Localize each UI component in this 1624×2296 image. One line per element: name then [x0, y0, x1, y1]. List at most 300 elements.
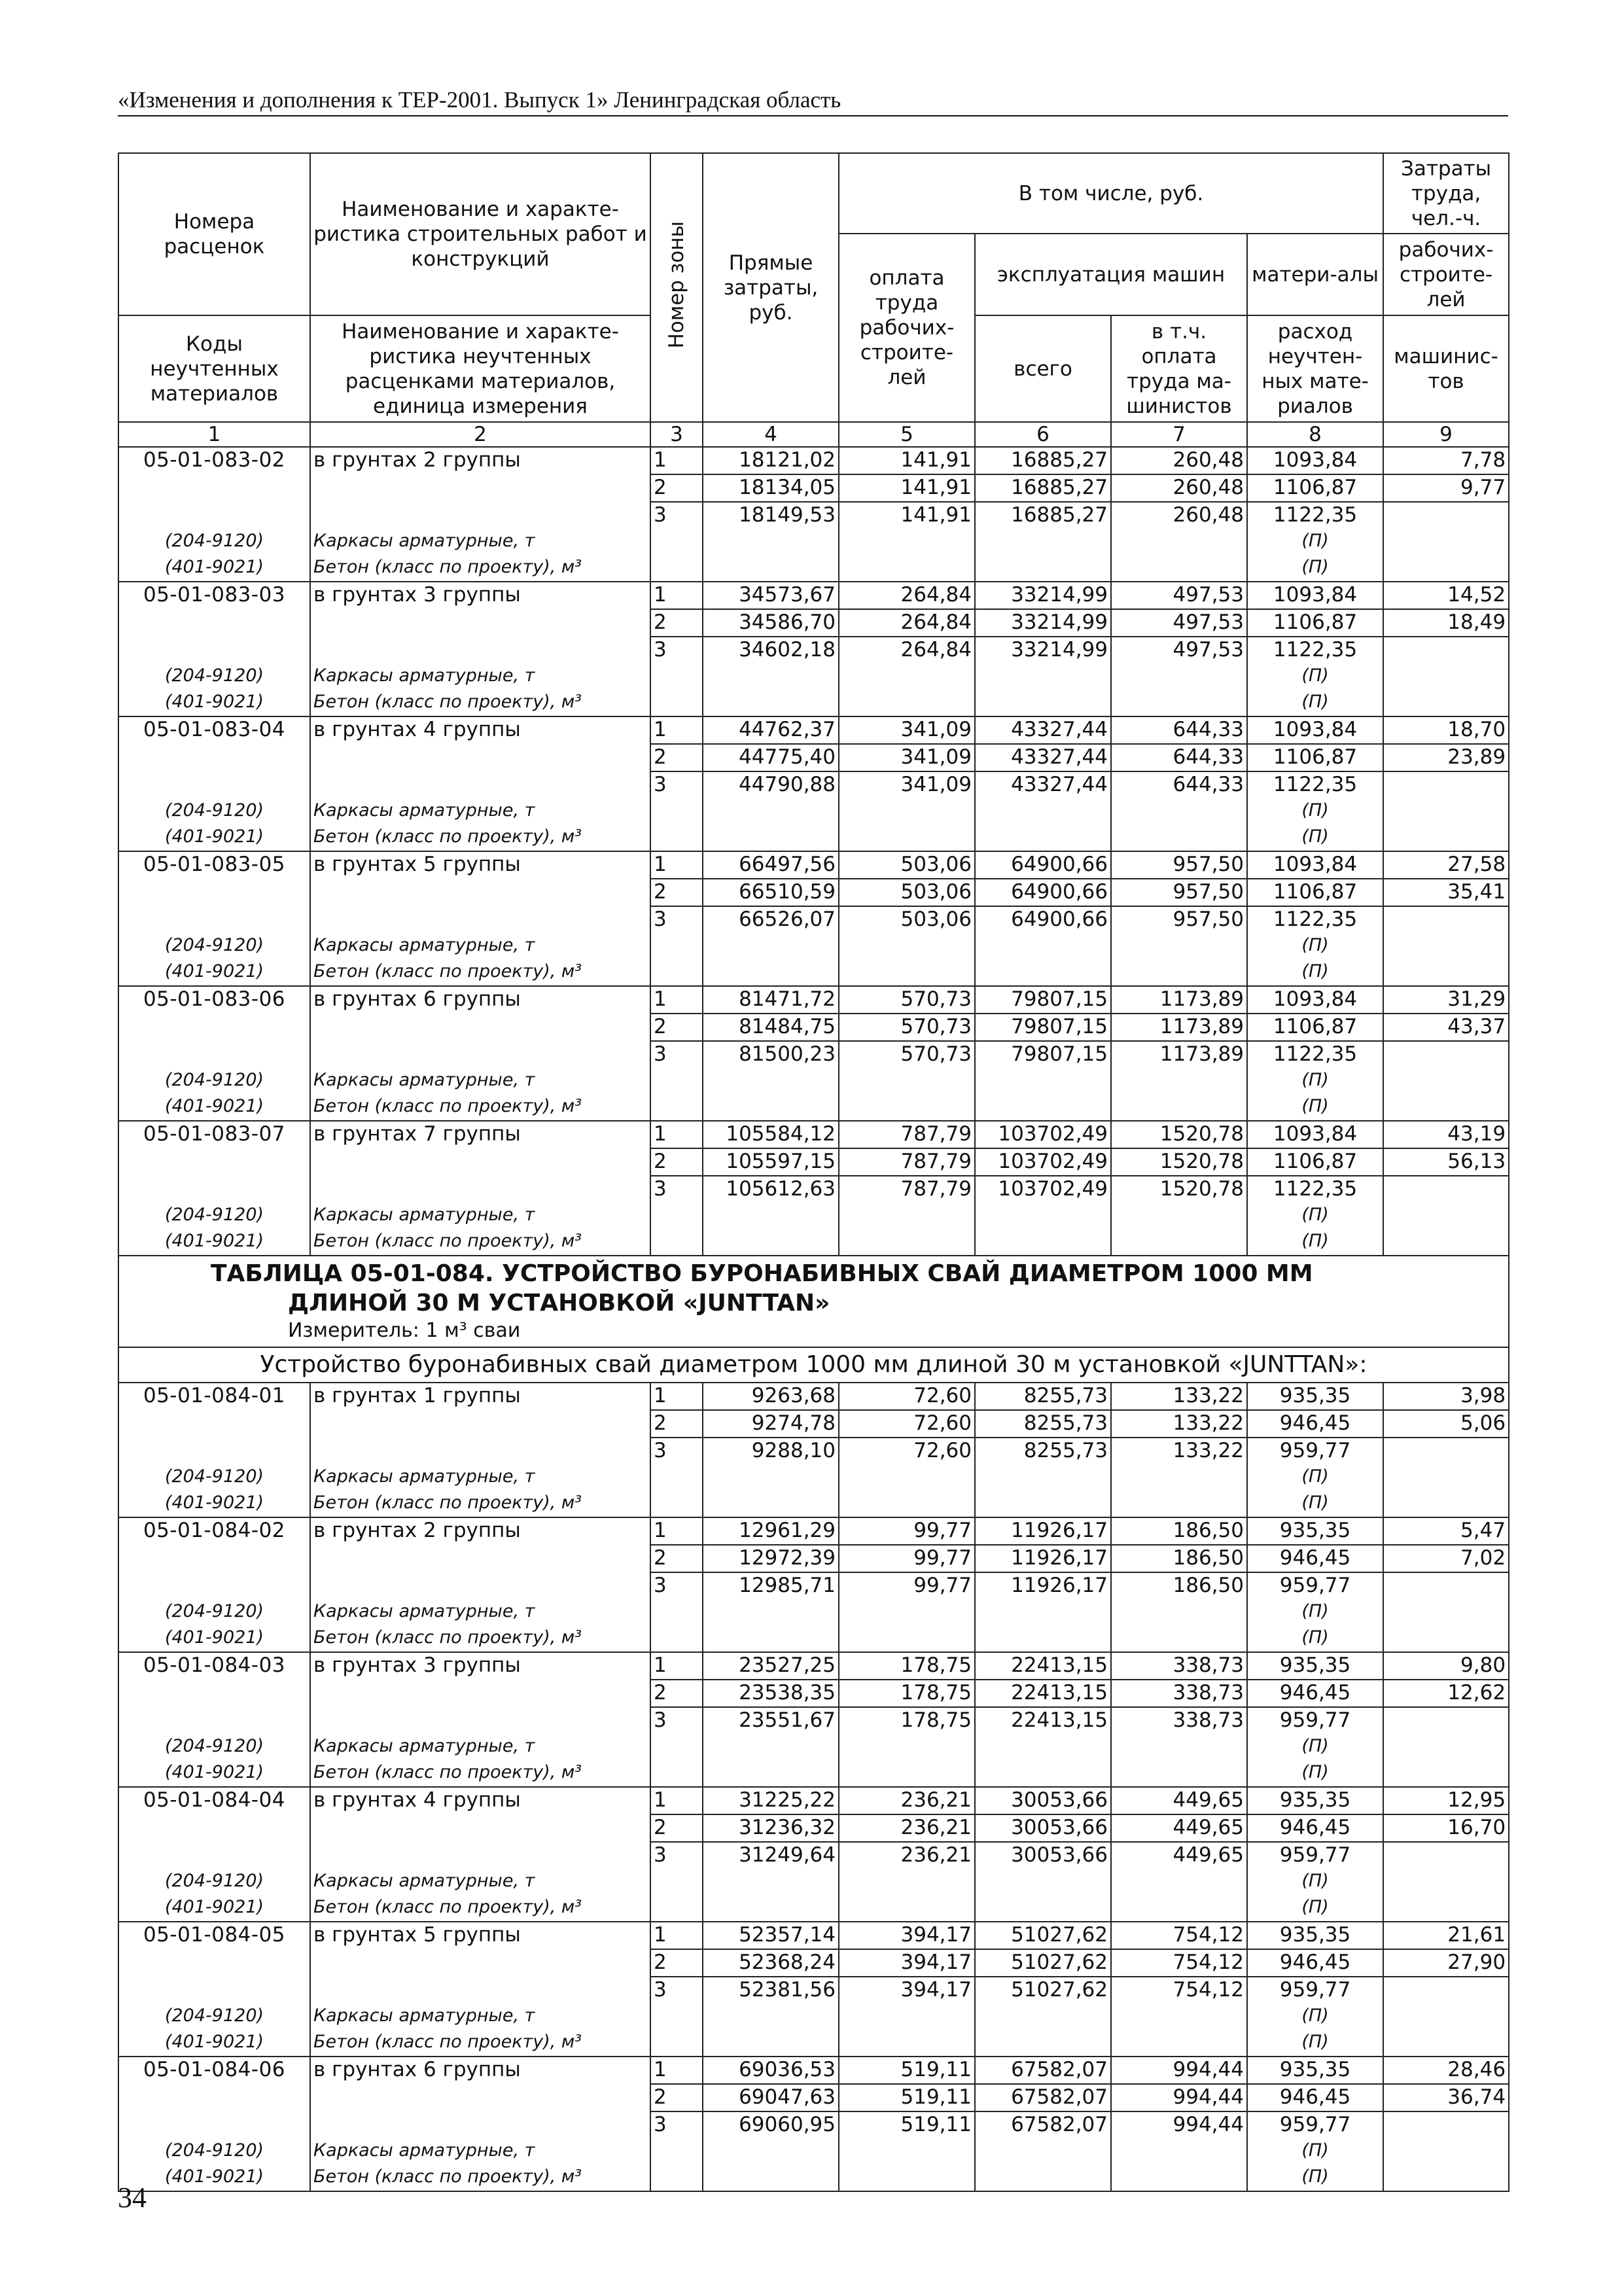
material-row	[118, 529, 1509, 555]
material-row	[118, 2004, 1509, 2030]
zone-number: 2	[650, 2084, 703, 2111]
zone-number: 2	[650, 1410, 703, 1438]
empty-cell	[839, 959, 975, 986]
material-use: (П)	[1247, 529, 1383, 555]
empty-cell	[703, 959, 839, 986]
worker-wages: 787,79	[839, 1176, 975, 1203]
zone-number: 1	[650, 1121, 703, 1148]
empty-cell	[839, 824, 975, 851]
empty-cell	[703, 1203, 839, 1229]
materials-cost: 1093,84	[1247, 986, 1383, 1014]
empty-cell	[1383, 2030, 1509, 2057]
column-number-row	[118, 422, 1509, 447]
empty-cell	[118, 906, 310, 933]
materials-cost: 1122,35	[1247, 1176, 1383, 1203]
empty-cell	[1383, 1203, 1509, 1229]
machines-total: 22413,15	[975, 1652, 1111, 1680]
materials-cost: 1093,84	[1247, 447, 1383, 474]
empty-cell	[310, 1572, 650, 1599]
machinist-wages: 994,44	[1111, 2084, 1247, 2111]
direct-costs: 18134,05	[703, 474, 839, 502]
machines-total: 43327,44	[975, 744, 1111, 771]
machinist-wages: 754,12	[1111, 1949, 1247, 1977]
machinist-wages: 449,65	[1111, 1842, 1247, 1869]
worker-wages: 72,60	[839, 1438, 975, 1464]
material-code: (401-9021)	[118, 2030, 310, 2057]
materials-cost: 1106,87	[1247, 609, 1383, 637]
machines-total: 30053,66	[975, 1842, 1111, 1869]
header-machines: эксплуатация машин	[975, 234, 1247, 315]
empty-cell	[310, 1842, 650, 1869]
direct-costs: 44775,40	[703, 744, 839, 771]
empty-cell	[975, 690, 1111, 716]
header-machinists: машинис-тов	[1383, 315, 1509, 422]
empty-cell	[118, 1176, 310, 1203]
worker-wages: 178,75	[839, 1680, 975, 1707]
rate-code: 05-01-083-02	[118, 447, 310, 474]
material-use: (П)	[1247, 1464, 1383, 1491]
materials-cost: 1106,87	[1247, 474, 1383, 502]
material-use: (П)	[1247, 2164, 1383, 2191]
direct-costs: 18149,53	[703, 502, 839, 529]
empty-cell	[1111, 555, 1247, 582]
machinist-wages: 260,48	[1111, 474, 1247, 502]
empty-cell	[1383, 933, 1509, 959]
worker-wages: 72,60	[839, 1410, 975, 1438]
empty-cell	[839, 555, 975, 582]
empty-cell	[839, 1068, 975, 1094]
zone-number: 1	[650, 986, 703, 1014]
material-name: Каркасы арматурные, т	[310, 1068, 650, 1094]
material-row	[118, 1094, 1509, 1121]
header-unaccounted-name: Наименование и характе-ристика неучтенных расценками материалов, единица измерения	[310, 315, 650, 422]
table-row	[118, 582, 1509, 609]
worker-wages: 503,06	[839, 851, 975, 879]
empty-cell	[703, 2030, 839, 2057]
zone-number: 3	[650, 1176, 703, 1203]
rate-code: 05-01-083-05	[118, 851, 310, 879]
work-name: в грунтах 5 группы	[310, 1922, 650, 1949]
worker-wages: 519,11	[839, 2111, 975, 2138]
worker-wages: 178,75	[839, 1652, 975, 1680]
subsection-heading: Устройство буронабивных свай диаметром 1000 мм длиной 30 м установкой «JUNTTAN»:	[118, 1347, 1509, 1383]
table-row	[118, 744, 1509, 771]
material-name: Бетон (класс по проекту), м³	[310, 555, 650, 582]
direct-costs: 23551,67	[703, 1707, 839, 1734]
empty-cell	[650, 1094, 703, 1121]
section-title-continued: ДЛИНОЙ 30 М УСТАНОВКОЙ «JUNTTAN»	[288, 1290, 830, 1316]
empty-cell	[703, 1895, 839, 1922]
worker-wages: 99,77	[839, 1572, 975, 1599]
labor-cost: 7,02	[1383, 1545, 1509, 1572]
machinist-wages: 186,50	[1111, 1572, 1247, 1599]
empty-cell	[650, 2138, 703, 2164]
empty-cell	[1111, 933, 1247, 959]
zone-number: 2	[650, 1680, 703, 1707]
direct-costs: 69060,95	[703, 2111, 839, 2138]
labor-cost: 16,70	[1383, 1814, 1509, 1842]
material-name: Бетон (класс по проекту), м³	[310, 690, 650, 716]
material-name: Бетон (класс по проекту), м³	[310, 1094, 650, 1121]
machines-total: 43327,44	[975, 716, 1111, 744]
material-code: (401-9021)	[118, 2164, 310, 2191]
materials-cost: 946,45	[1247, 1949, 1383, 1977]
empty-cell	[975, 529, 1111, 555]
machinist-wages: 1520,78	[1111, 1121, 1247, 1148]
zone-number: 3	[650, 1707, 703, 1734]
labor-cost: 36,74	[1383, 2084, 1509, 2111]
material-name: Каркасы арматурные, т	[310, 1203, 650, 1229]
materials-cost: 1122,35	[1247, 502, 1383, 529]
empty-cell	[1383, 1760, 1509, 1787]
labor-cost: 18,70	[1383, 716, 1509, 744]
empty-cell	[310, 1148, 650, 1176]
worker-wages: 503,06	[839, 879, 975, 906]
machinist-wages: 449,65	[1111, 1814, 1247, 1842]
materials-cost: 959,77	[1247, 2111, 1383, 2138]
empty-cell	[1383, 824, 1509, 851]
material-row	[118, 933, 1509, 959]
material-use: (П)	[1247, 1734, 1383, 1760]
table-row	[118, 1410, 1509, 1438]
empty-cell	[310, 2111, 650, 2138]
direct-costs: 31225,22	[703, 1787, 839, 1814]
work-name: в грунтах 6 группы	[310, 2057, 650, 2084]
empty-cell	[650, 1760, 703, 1787]
worker-wages: 264,84	[839, 609, 975, 637]
zone-number: 2	[650, 609, 703, 637]
labor-cost: 28,46	[1383, 2057, 1509, 2084]
direct-costs: 12972,39	[703, 1545, 839, 1572]
table-row	[118, 1014, 1509, 1041]
empty-cell	[118, 1977, 310, 2004]
table-row	[118, 1438, 1509, 1464]
worker-wages: 787,79	[839, 1121, 975, 1148]
materials-cost: 935,35	[1247, 1383, 1383, 1410]
table-row	[118, 1922, 1509, 1949]
empty-cell	[310, 879, 650, 906]
zone-number: 1	[650, 1383, 703, 1410]
direct-costs: 9288,10	[703, 1438, 839, 1464]
labor-cost: 3,98	[1383, 1383, 1509, 1410]
table-row	[118, 1707, 1509, 1734]
header-rate-numbers: Номера расценок	[118, 153, 310, 315]
header-machines-total: всего	[975, 315, 1111, 422]
empty-cell	[1111, 1760, 1247, 1787]
machinist-wages: 338,73	[1111, 1707, 1247, 1734]
rate-code: 05-01-083-06	[118, 986, 310, 1014]
empty-cell	[703, 2004, 839, 2030]
empty-cell	[975, 1229, 1111, 1256]
empty-cell	[703, 2138, 839, 2164]
empty-cell	[703, 933, 839, 959]
material-code: (204-9120)	[118, 933, 310, 959]
empty-cell	[310, 1176, 650, 1203]
col-number: 8	[1247, 422, 1383, 447]
zone-number: 2	[650, 1148, 703, 1176]
empty-cell	[839, 2138, 975, 2164]
machines-total: 103702,49	[975, 1121, 1111, 1148]
labor-cost: 43,37	[1383, 1014, 1509, 1041]
worker-wages: 394,17	[839, 1922, 975, 1949]
col-number: 1	[118, 422, 310, 447]
material-code: (204-9120)	[118, 1068, 310, 1094]
empty-cell	[1111, 1625, 1247, 1652]
material-row	[118, 1068, 1509, 1094]
materials-cost: 1106,87	[1247, 744, 1383, 771]
rates-table	[118, 152, 1509, 2192]
labor-cost	[1383, 2111, 1509, 2138]
empty-cell	[1111, 798, 1247, 824]
rates-group-083	[118, 447, 1509, 1256]
empty-cell	[975, 663, 1111, 690]
empty-cell	[703, 1599, 839, 1625]
table-row	[118, 1121, 1509, 1148]
empty-cell	[1111, 1094, 1247, 1121]
material-use: (П)	[1247, 1068, 1383, 1094]
materials-cost: 935,35	[1247, 1517, 1383, 1545]
empty-cell	[118, 1041, 310, 1068]
empty-cell	[839, 1203, 975, 1229]
zone-number: 1	[650, 1787, 703, 1814]
empty-cell	[118, 637, 310, 663]
direct-costs: 23527,25	[703, 1652, 839, 1680]
empty-cell	[1383, 1895, 1509, 1922]
direct-costs: 31249,64	[703, 1842, 839, 1869]
direct-costs: 66526,07	[703, 906, 839, 933]
material-code: (204-9120)	[118, 529, 310, 555]
labor-cost: 12,62	[1383, 1680, 1509, 1707]
material-code: (401-9021)	[118, 1760, 310, 1787]
worker-wages: 341,09	[839, 744, 975, 771]
material-code: (204-9120)	[118, 798, 310, 824]
direct-costs: 9274,78	[703, 1410, 839, 1438]
labor-cost: 56,13	[1383, 1148, 1509, 1176]
empty-cell	[1111, 1229, 1247, 1256]
material-name: Бетон (класс по проекту), м³	[310, 2164, 650, 2191]
empty-cell	[1383, 2138, 1509, 2164]
material-code: (401-9021)	[118, 555, 310, 582]
empty-cell	[650, 1229, 703, 1256]
empty-cell	[975, 798, 1111, 824]
empty-cell	[650, 1203, 703, 1229]
machinist-wages: 497,53	[1111, 609, 1247, 637]
section-084	[118, 1256, 1509, 1383]
table-row	[118, 502, 1509, 529]
machines-total: 22413,15	[975, 1707, 1111, 1734]
zone-number: 3	[650, 637, 703, 663]
materials-cost: 946,45	[1247, 1680, 1383, 1707]
empty-cell	[650, 959, 703, 986]
zone-number: 2	[650, 474, 703, 502]
table-row	[118, 447, 1509, 474]
empty-cell	[1383, 1599, 1509, 1625]
machinist-wages: 644,33	[1111, 744, 1247, 771]
direct-costs: 31236,32	[703, 1814, 839, 1842]
material-name: Каркасы арматурные, т	[310, 798, 650, 824]
direct-costs: 34573,67	[703, 582, 839, 609]
table-row	[118, 609, 1509, 637]
machinist-wages: 133,22	[1111, 1383, 1247, 1410]
empty-cell	[839, 529, 975, 555]
zone-number: 1	[650, 1922, 703, 1949]
empty-cell	[839, 2030, 975, 2057]
material-name: Бетон (класс по проекту), м³	[310, 824, 650, 851]
empty-cell	[118, 879, 310, 906]
material-row	[118, 1869, 1509, 1895]
direct-costs: 44790,88	[703, 771, 839, 798]
empty-cell	[118, 474, 310, 502]
machines-total: 103702,49	[975, 1148, 1111, 1176]
direct-costs: 69036,53	[703, 2057, 839, 2084]
table-row	[118, 1545, 1509, 1572]
material-code: (401-9021)	[118, 1625, 310, 1652]
material-code: (204-9120)	[118, 1203, 310, 1229]
empty-cell	[975, 1734, 1111, 1760]
machines-total: 79807,15	[975, 986, 1111, 1014]
materials-cost: 959,77	[1247, 1842, 1383, 1869]
worker-wages: 394,17	[839, 1949, 975, 1977]
labor-cost	[1383, 1438, 1509, 1464]
material-name: Каркасы арматурные, т	[310, 933, 650, 959]
empty-cell	[310, 637, 650, 663]
work-name: в грунтах 5 группы	[310, 851, 650, 879]
worker-wages: 141,91	[839, 447, 975, 474]
worker-wages: 341,09	[839, 771, 975, 798]
machinist-wages: 957,50	[1111, 851, 1247, 879]
zone-number: 1	[650, 1517, 703, 1545]
empty-cell	[1111, 824, 1247, 851]
empty-cell	[1111, 2138, 1247, 2164]
work-name: в грунтах 2 группы	[310, 447, 650, 474]
empty-cell	[1383, 2004, 1509, 2030]
material-row	[118, 1625, 1509, 1652]
materials-cost: 1122,35	[1247, 906, 1383, 933]
table-row	[118, 716, 1509, 744]
empty-cell	[118, 1949, 310, 1977]
machinist-wages: 260,48	[1111, 447, 1247, 474]
zone-number: 1	[650, 2057, 703, 2084]
col-number: 5	[839, 422, 975, 447]
machines-total: 67582,07	[975, 2111, 1111, 2138]
empty-cell	[839, 663, 975, 690]
labor-cost: 23,89	[1383, 744, 1509, 771]
empty-cell	[118, 1148, 310, 1176]
material-name: Бетон (класс по проекту), м³	[310, 1491, 650, 1517]
direct-costs: 105597,15	[703, 1148, 839, 1176]
direct-costs: 69047,63	[703, 2084, 839, 2111]
machinist-wages: 1520,78	[1111, 1176, 1247, 1203]
empty-cell	[1383, 1068, 1509, 1094]
machinist-wages: 1520,78	[1111, 1148, 1247, 1176]
materials-cost: 1122,35	[1247, 771, 1383, 798]
direct-costs: 18121,02	[703, 447, 839, 474]
material-use: (П)	[1247, 1491, 1383, 1517]
empty-cell	[1111, 663, 1247, 690]
page-header: «Изменения и дополнения к ТЕР-2001. Выпуск 1» Ленинградская область	[118, 86, 1508, 116]
empty-cell	[703, 663, 839, 690]
materials-cost: 1106,87	[1247, 879, 1383, 906]
labor-cost: 7,78	[1383, 447, 1509, 474]
machinist-wages: 994,44	[1111, 2111, 1247, 2138]
materials-cost: 946,45	[1247, 1545, 1383, 1572]
empty-cell	[1111, 1203, 1247, 1229]
material-row	[118, 1203, 1509, 1229]
labor-cost: 18,49	[1383, 609, 1509, 637]
table-row	[118, 906, 1509, 933]
labor-cost	[1383, 1977, 1509, 2004]
empty-cell	[1383, 1464, 1509, 1491]
header-materials: матери-алы	[1247, 234, 1383, 315]
empty-cell	[839, 933, 975, 959]
materials-cost: 1106,87	[1247, 1014, 1383, 1041]
empty-cell	[1383, 1734, 1509, 1760]
zone-number: 3	[650, 1041, 703, 1068]
empty-cell	[703, 1464, 839, 1491]
machines-total: 11926,17	[975, 1517, 1111, 1545]
material-row	[118, 2030, 1509, 2057]
header-direct-costs: Прямые затраты, руб.	[703, 153, 839, 422]
empty-cell	[703, 555, 839, 582]
header-labor-cost: Затраты труда, чел.-ч.	[1383, 153, 1509, 234]
labor-cost	[1383, 637, 1509, 663]
empty-cell	[118, 502, 310, 529]
machinist-wages: 957,50	[1111, 879, 1247, 906]
table-row	[118, 1814, 1509, 1842]
empty-cell	[839, 798, 975, 824]
empty-cell	[650, 1464, 703, 1491]
machines-total: 16885,27	[975, 502, 1111, 529]
table-row	[118, 1680, 1509, 1707]
empty-cell	[310, 1977, 650, 2004]
empty-cell	[310, 1949, 650, 1977]
empty-cell	[310, 502, 650, 529]
table-row	[118, 2057, 1509, 2084]
work-name: в грунтах 4 группы	[310, 716, 650, 744]
material-name: Каркасы арматурные, т	[310, 663, 650, 690]
table-row	[118, 1787, 1509, 1814]
empty-cell	[118, 1438, 310, 1464]
zone-number: 3	[650, 1572, 703, 1599]
empty-cell	[703, 690, 839, 716]
material-row	[118, 959, 1509, 986]
worker-wages: 236,21	[839, 1842, 975, 1869]
empty-cell	[1383, 1491, 1509, 1517]
empty-cell	[1111, 2164, 1247, 2191]
material-use: (П)	[1247, 1229, 1383, 1256]
material-code: (401-9021)	[118, 1895, 310, 1922]
material-name: Бетон (класс по проекту), м³	[310, 2030, 650, 2057]
materials-cost: 1106,87	[1247, 1148, 1383, 1176]
machines-total: 67582,07	[975, 2057, 1111, 2084]
material-use: (П)	[1247, 1869, 1383, 1895]
empty-cell	[839, 1734, 975, 1760]
empty-cell	[1111, 2004, 1247, 2030]
empty-cell	[1383, 1229, 1509, 1256]
empty-cell	[118, 1545, 310, 1572]
zone-number: 3	[650, 906, 703, 933]
machinist-wages: 1173,89	[1111, 1041, 1247, 1068]
empty-cell	[1383, 555, 1509, 582]
worker-wages: 570,73	[839, 986, 975, 1014]
zone-number: 1	[650, 716, 703, 744]
empty-cell	[118, 1707, 310, 1734]
machinist-wages: 133,22	[1111, 1410, 1247, 1438]
zone-number: 2	[650, 1545, 703, 1572]
material-code: (401-9021)	[118, 1094, 310, 1121]
empty-cell	[703, 1625, 839, 1652]
zone-number: 2	[650, 1014, 703, 1041]
